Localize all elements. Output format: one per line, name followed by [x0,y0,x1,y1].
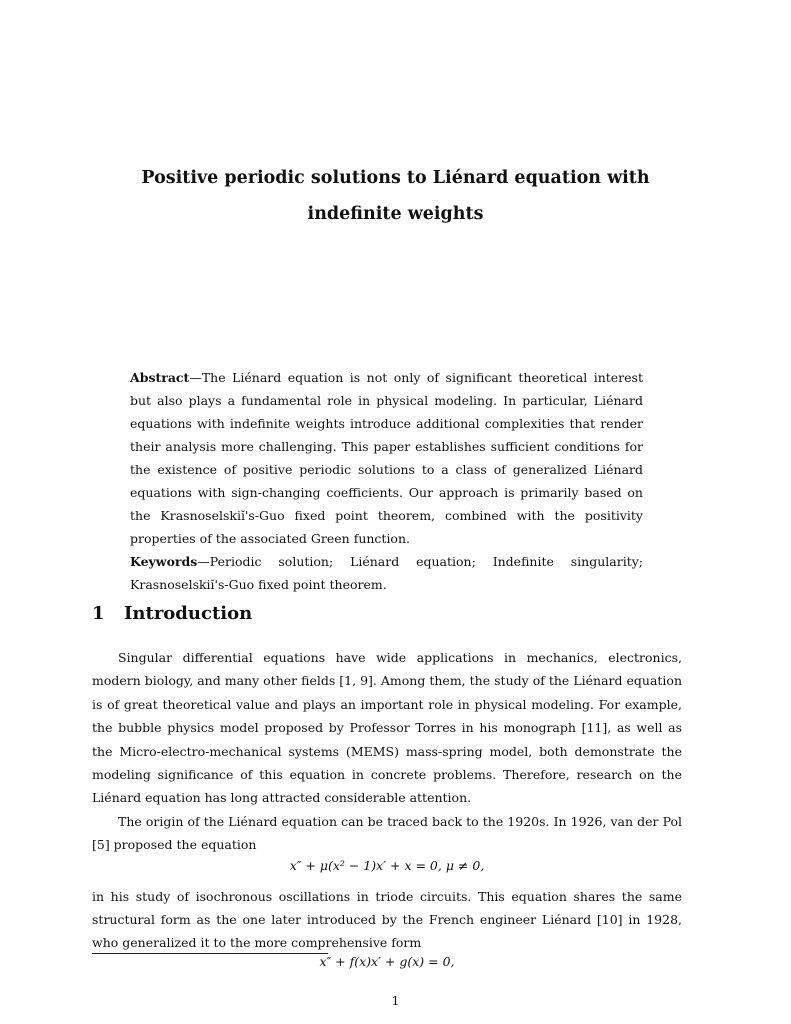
keywords-paragraph [130,550,643,596]
paragraph-3: in his study of isochronous oscillations in triode circuits. This equation shares the same structural form as the one later introduced by the French engineer Liénard [10] in 1928, who generalized it to the more comprehensive form [92,888,682,951]
keywords-text: —Periodic solution; Liénard equation; Indefinite singularity; Krasnoselskiĭ's-Guo fixed point theorem. [130,554,643,592]
paper-title: Positive periodic solutions to Liénard equation with indefinite weights [141,168,650,224]
equation-van-der-pol: x″ + μ(x² − 1)x′ + x = 0, μ ≠ 0, [289,857,485,873]
abstract-text: —The Liénard equation is not only of significant theoretical interest but also plays a fundamental role in physical modeling. In particular, Liénard equations with indefinite weights introduce additional complexities that render their analysis more challenging. This paper establishes sufficient conditions for the existence of positive periodic solutions to a class of generalized Liénard equations with sign-changing coefficients. Our approach is primarily based on the Krasnoselskiĭ's-Guo fixed point theorem, combined with the positivity properties of the associated Green function. [130,370,643,546]
footnote-rule [92,953,328,954]
equation-lienard: x″ + f(x)x′ + g(x) = 0, [319,953,455,969]
section-number: 1 [92,603,105,624]
abstract-paragraph [130,366,643,550]
section-title: Introduction [124,603,253,624]
paragraph-2: The origin of the Liénard equation can be traced back to the 1920s. In 1926, van der Pol [5] proposed the equation [92,813,682,853]
paragraph-1: Singular differential equations have wide applications in mechanics, electronics, modern biology, and many other fields [1, 9]. Among them, the study of the Liénard equation is of great theoretical value and plays an important role in physical modeling. For example, the bubble physics model proposed by Professor Torres in his monograph [11], as well as the Micro-electro-mechanical systems (MEMS) mass-spring model, both demonstrate the modeling significance of this equation in concrete problems. Therefore, research on the Liénard equation has long attracted considerable attention. [92,650,682,806]
section-heading [92,603,252,624]
keywords-label: Keywords [130,554,198,569]
abstract-block [130,366,643,596]
page-number: 1 [391,993,400,1008]
body-text [92,646,682,973]
abstract-label: Abstract [130,370,190,385]
